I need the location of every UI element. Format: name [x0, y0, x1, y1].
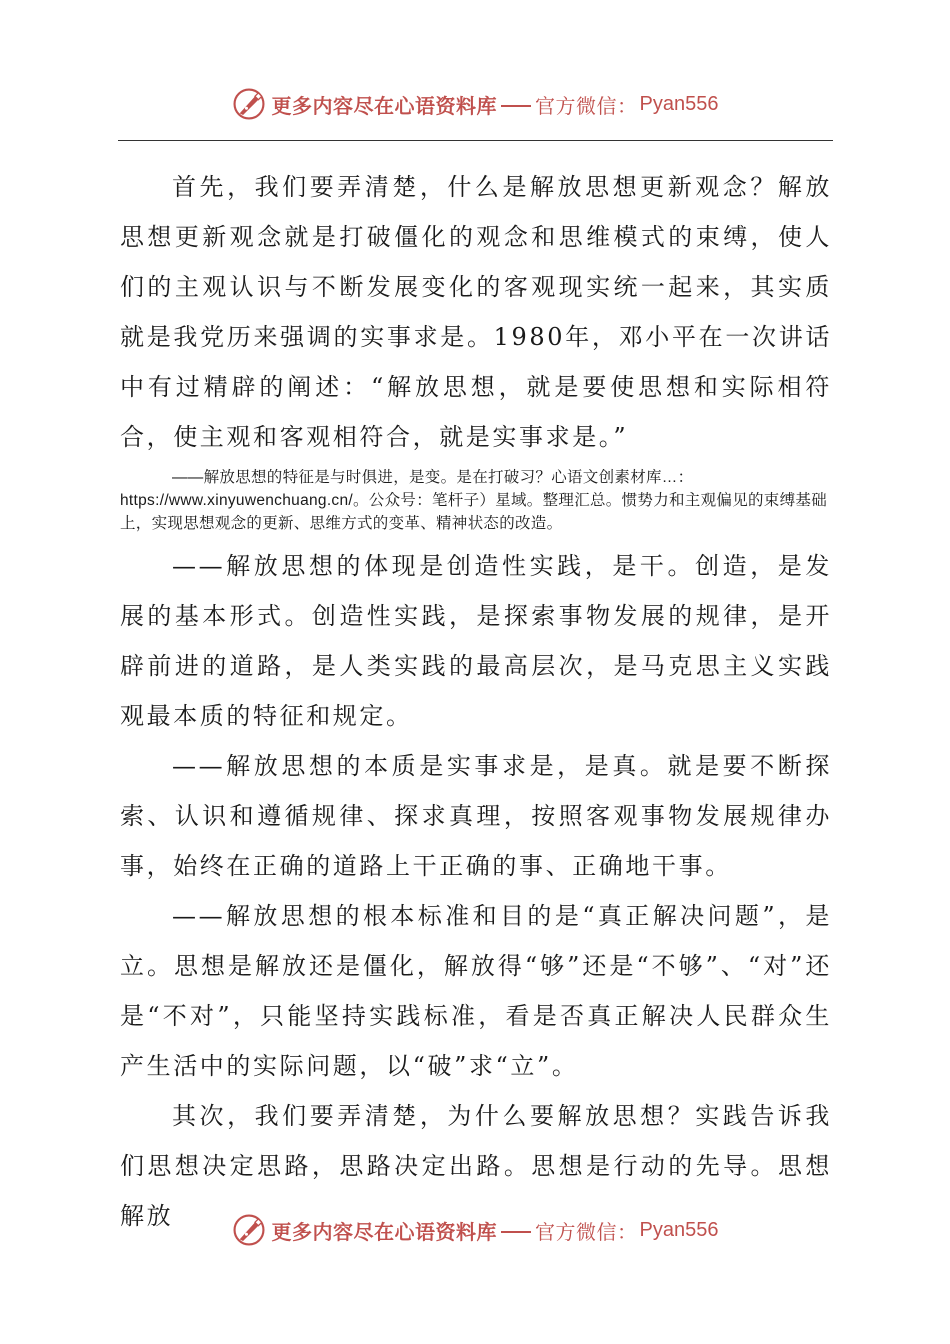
pen-nib-logo-icon [232, 87, 266, 121]
paragraph-what-is-liberation: 首先，我们要弄清楚，什么是解放思想更新观念？解放思想更新观念就是打破僵化的观念和思维模式的束缚，使人们的主观认识与不断发展变化的客观现实统一起来，其实质就是我党历来强调的实事求是。1980年，邓小平在一次讲话中有过精辟的阐述：“解放思想，就是要使思想和实际相符合，使主观和客观相符合，就是实事求是。” [120, 173, 832, 451]
paragraph-creative-practice: ——解放思想的体现是创造性实践，是干。创造，是发展的基本形式。创造性实践，是探索事物发展的规律，是开辟前进的道路，是人类实践的最高层次，是马克思主义实践观最本质的特征和规定。 [120, 552, 832, 730]
banner-brand-text: 更多内容尽在心语资料库 [271, 93, 498, 118]
footer-watermark-banner [0, 1210, 950, 1250]
banner-channel-text: 官方微信： [535, 1219, 638, 1244]
banner-dash [501, 1231, 531, 1233]
source-note: ——解放思想的特征是与时俱进，是变。是在打破习？心语文创素材库…：https://www.xinyuwenchuang.cn/。公众号：笔杆子）星域。整理汇总。惯势力和主观偏见的束缚基础上，实现思想观念的更新、思维方式的变革、精神状态的改造。 [120, 469, 828, 532]
banner-channel-text: 官方微信： [535, 93, 638, 118]
pen-nib-logo-icon [232, 1213, 266, 1247]
banner-handle-text: Pyan556 [639, 1218, 719, 1241]
document-body [120, 162, 832, 1241]
paragraph-solve-problems: ——解放思想的根本标准和目的是“真正解决问题”，是立。思想是解放还是僵化，解放得“够”还是“不够”、“对”还是“不对”，只能坚持实践标准，看是否真正解决人民群众生产生活中的实际问题，以“破”求“立”。 [120, 902, 832, 1080]
banner-brand-text: 更多内容尽在心语资料库 [271, 1219, 498, 1244]
paragraph-why-liberate: 其次，我们要弄清楚，为什么要解放思想？实践告诉我们思想决定思路，思路决定出路。思想是行动的先导。思想解放 [120, 1102, 832, 1230]
banner-dash [501, 105, 531, 107]
header-divider [118, 140, 833, 141]
paragraph-seek-truth: ——解放思想的本质是实事求是，是真。就是要不断探索、认识和遵循规律、探求真理，按照客观事物发展规律办事，始终在正确的道路上干正确的事、正确地干事。 [120, 752, 832, 880]
header-watermark-banner [0, 84, 950, 124]
banner-handle-text: Pyan556 [639, 92, 719, 115]
